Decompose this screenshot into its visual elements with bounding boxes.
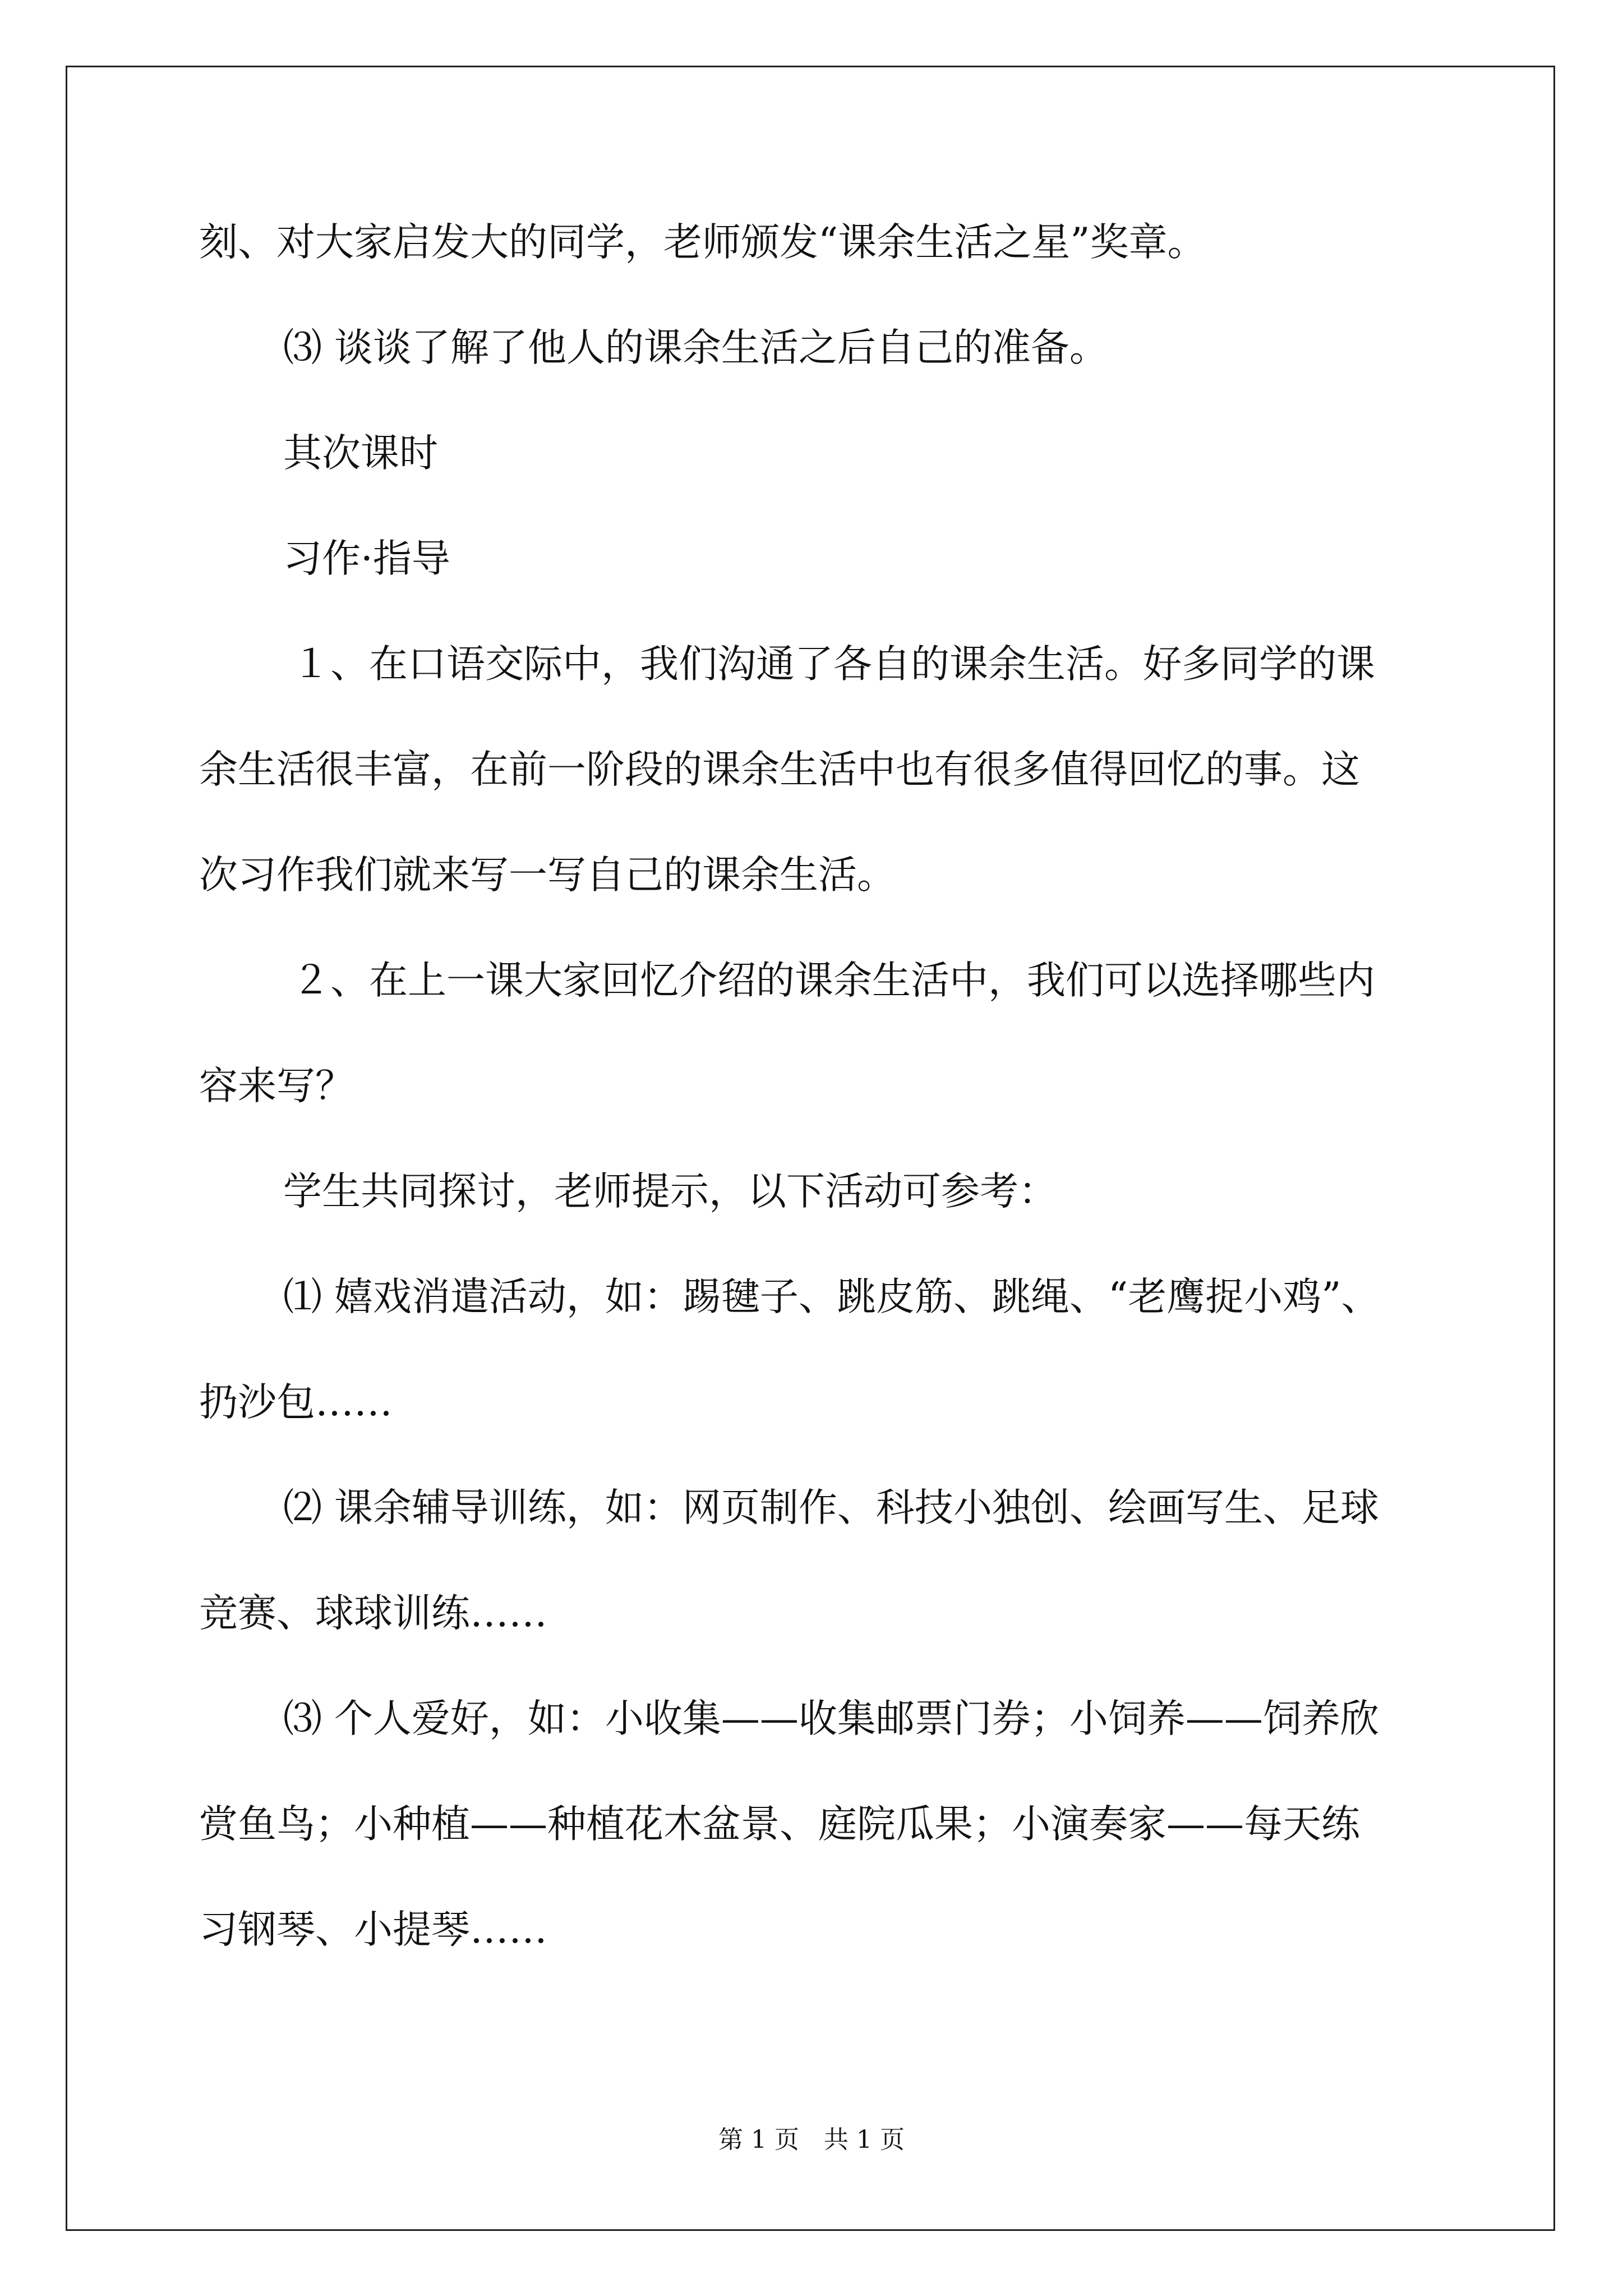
text-line-12: 扔沙包…… [199, 1380, 393, 1425]
text-line-15: ⑶ 个人爱好，如：小收集——收集邮票门券；小饲养——饲养欣 [283, 1696, 1379, 1741]
text-line-5: １、在口语交际中，我们沟通了各自的课余生活。好多同学的课 [292, 642, 1375, 687]
text-line-11: ⑴ 嬉戏消遣活动，如：踢毽子、跳皮筋、跳绳、“老鹰捉小鸡”、 [283, 1274, 1380, 1319]
text-line-17: 习钢琴、小提琴…… [199, 1907, 547, 1952]
text-line-6: 余生活很丰富，在前一阶段的课余生活中也有很多值得回忆的事。这 [199, 747, 1360, 792]
text-line-10: 学生共同探讨，老师提示，以下活动可参考： [283, 1169, 1057, 1214]
document-body [199, 216, 1433, 2009]
text-line-7: 次习作我们就来写一写自己的课余生活。 [199, 853, 896, 898]
page-footer: 第 1 页 共 1 页 [718, 2125, 905, 2154]
text-line-4: 习作·指导 [283, 536, 450, 581]
text-line-16: 赏鱼鸟；小种植——种植花木盆景、庭院瓜果；小演奏家——每天练 [199, 1802, 1360, 1847]
text-line-2: ⑶ 谈谈了解了他人的课余生活之后自己的准备。 [283, 325, 1108, 370]
text-line-8: ２、在上一课大家回忆介绍的课余生活中，我们可以选择哪些内 [292, 958, 1375, 1003]
text-line-1: 刻、对大家启发大的同学，老师颁发“课余生活之星”奖章。 [199, 220, 1206, 265]
text-line-9: 容来写？ [199, 1064, 354, 1108]
text-line-3: 其次课时 [283, 431, 438, 476]
text-line-14: 竞赛、球球训练…… [199, 1591, 547, 1636]
text-line-13: ⑵ 课余辅导训练，如：网页制作、科技小独创、绘画写生、足球 [283, 1485, 1379, 1530]
